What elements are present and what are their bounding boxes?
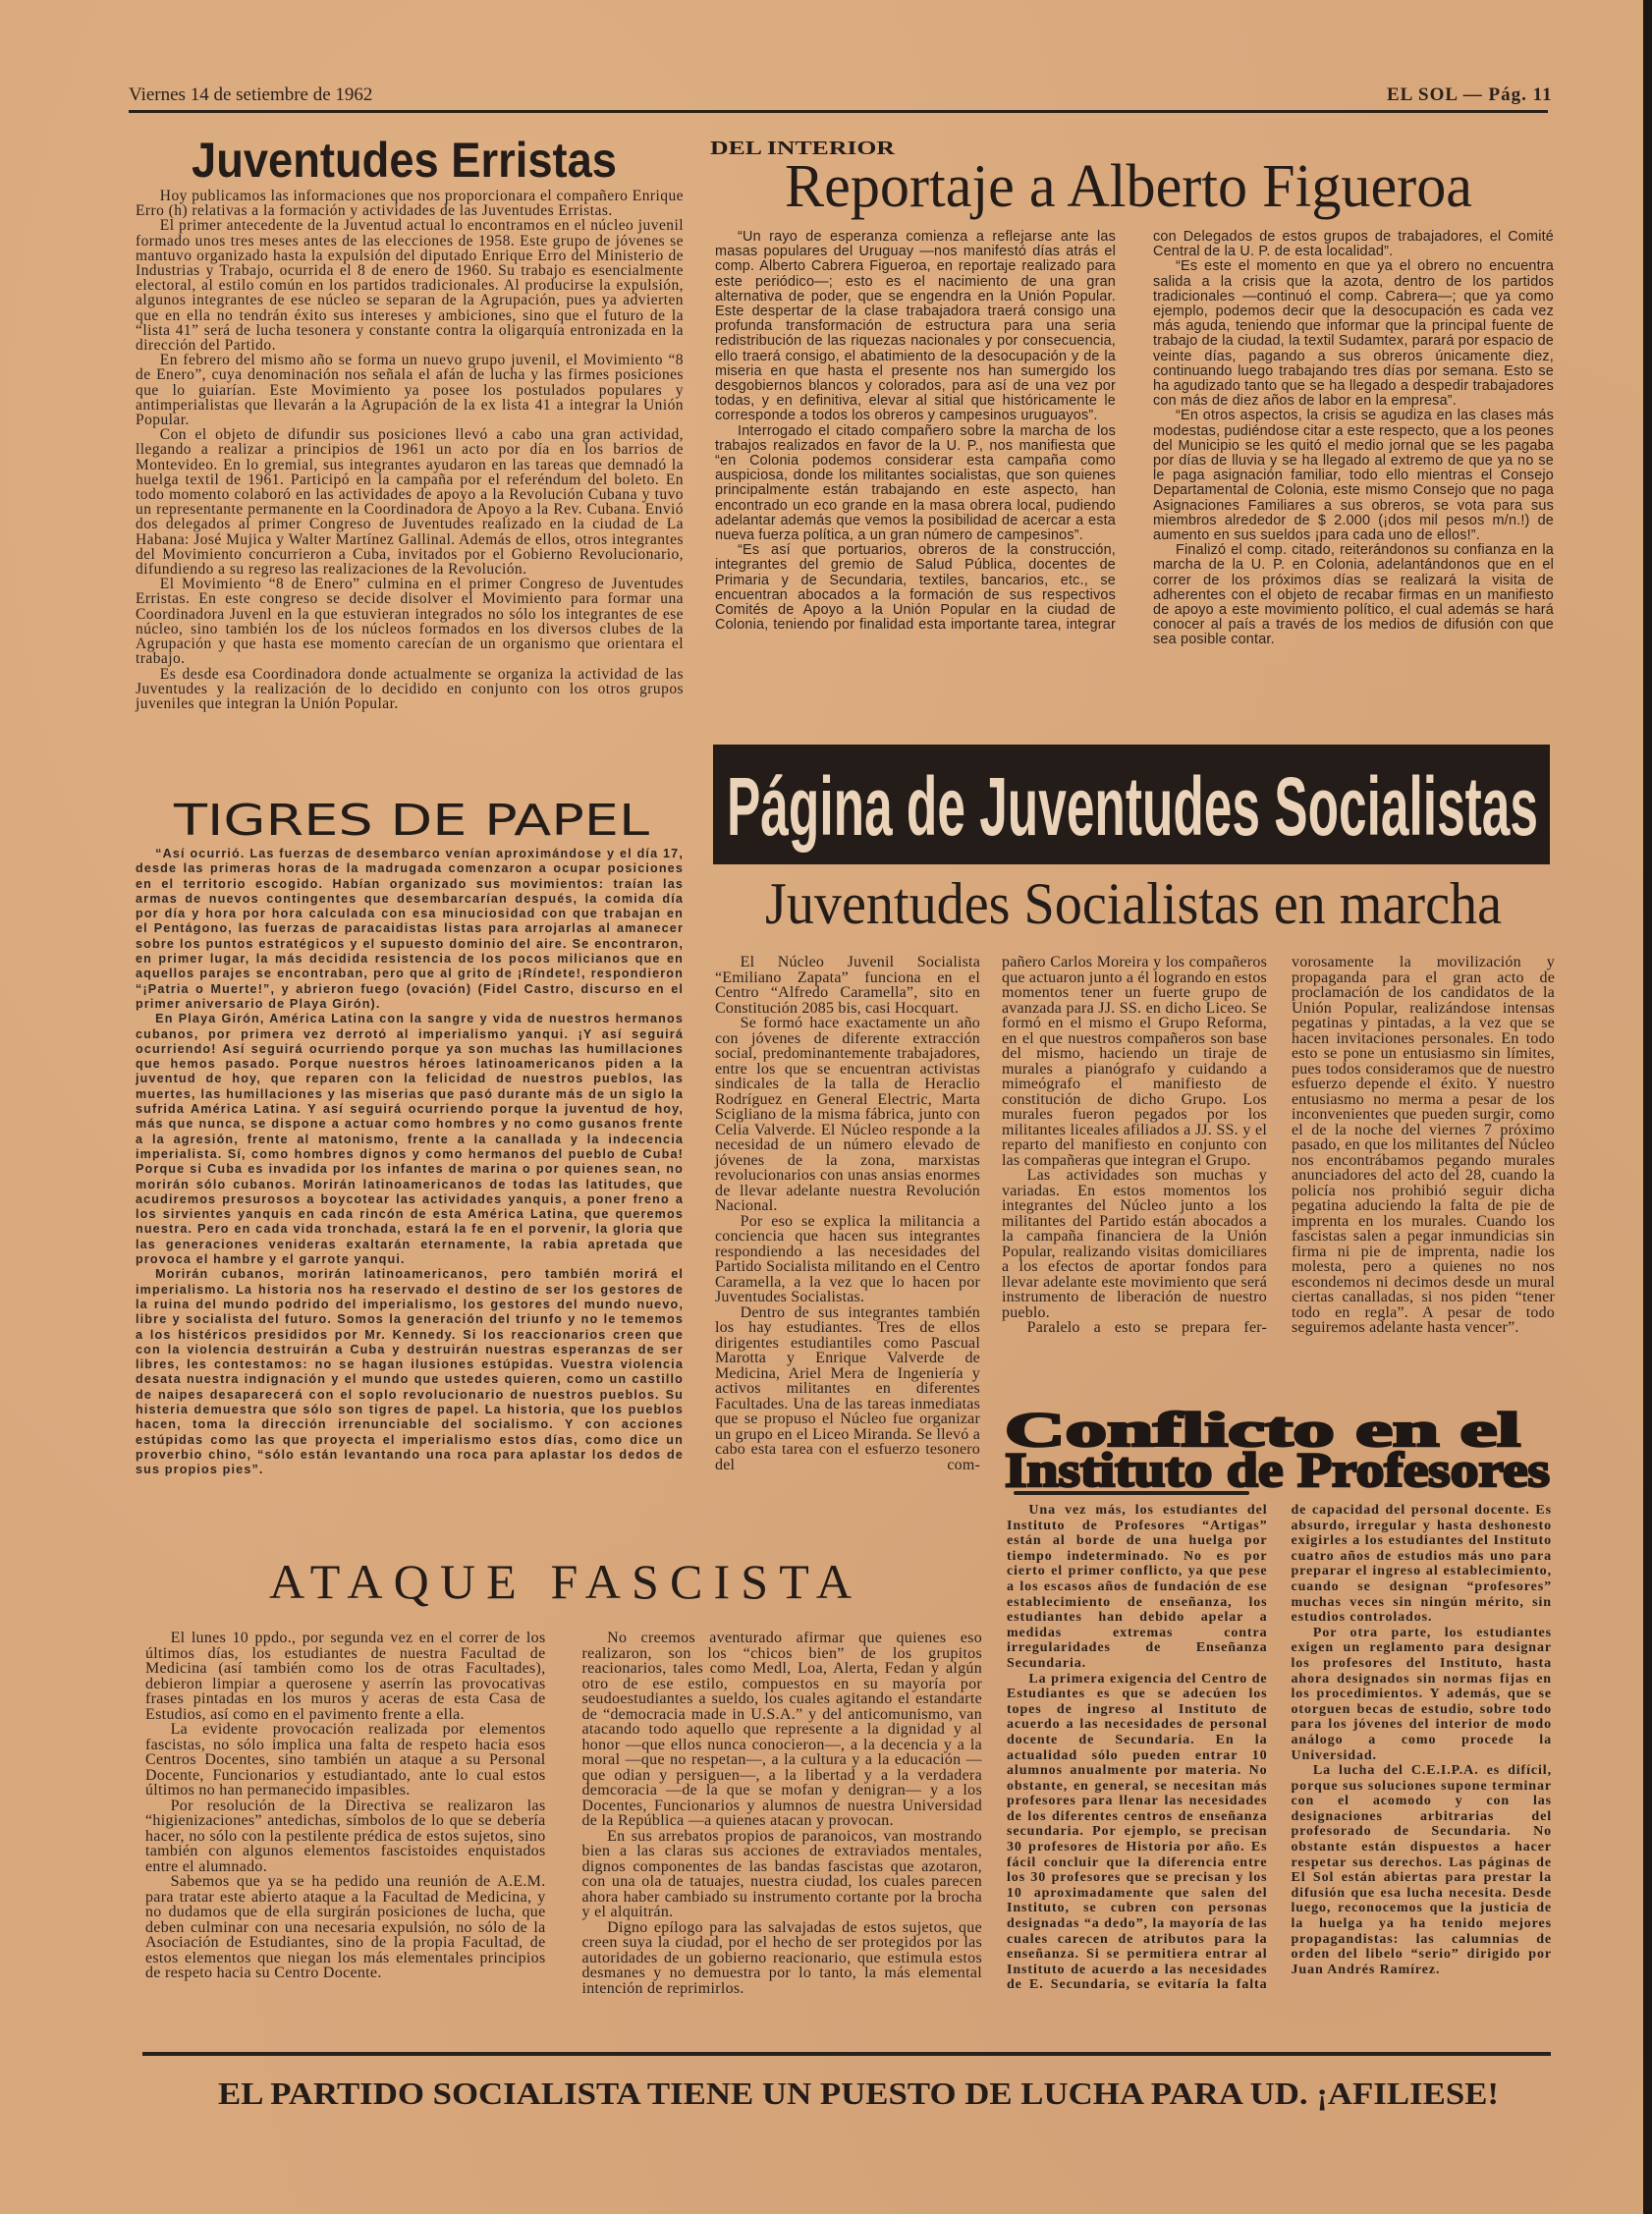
paragraph: Se formó hace exactamente un año con jóvenes de diferente extracción social, predominantemente trabajadores, entre los que se encuentran activistas sindicales de la talla de Heraclio Rodríguez en General Electric, Marta Scigliano de la misma fábrica, junto con Celia Valverde. El Núcleo responde a la necesidad de un número elevado de jóvenes de la zona, marxistas revolucionarios con unas ansias enormes de llevar adelante nuestra Revolución Nacional.	[715, 1015, 980, 1214]
banner-title: Página de Juventudes Socialistas	[727, 760, 1538, 853]
conflicto-body	[1007, 1503, 1552, 1993]
paragraph: En febrero del mismo año se forma un nuevo grupo juvenil, el Movimiento “8 de Enero”, cuya denominación nos señala el afán de lucha y las firmes posiciones que lo guiarían. Este Movimiento ya posee los postulados populares y antimperialistas que llevarán a la Agrupación de la ex lista 41 a integrar la Unión Popular.	[136, 352, 684, 429]
paragraph: Hoy publicamos las informaciones que nos proporcionara el compañero Enrique Erro (h) relativas a la formación y actividades de las Juventudes Erristas.	[136, 188, 684, 220]
paragraph: “Es así que portuarios, obreros de la construcción, integrantes del gremio de Salud Pública, docentes de Primaria y de Secundaria, textiles, bancarios, etc., se encuentran abocados a la formación de sus respectivos Comités de Apoyo a la Unión Popular en la ciudad de Colonia, teniendo por finalidad esta importante tarea, integrar con Delegados de estos grupos de trabajadores, el Comité Central de la U. P. de esta localidad”.	[715, 229, 1554, 634]
conflicto-title-line2: Instituto de Profesores	[1005, 1442, 1550, 1497]
paragraph: En sus arrebatos propios de paranoicos, van mostrando bien a las claras sus acciones de extraviados mentales, dignos componentes de las bandas fascistas que azotaron, con una ola de tatuajes, nuestra ciudad, los cuales parecen ahora haber cambiado su instrumento cortante por la brocha y el alquitrán.	[581, 1827, 982, 1920]
paragraph: Es desde esa Coordinadora donde actualmente se organiza la actividad de las Juventudes y la realización de lo decidido en conjunto con los otros grupos juveniles que integran la Unión Popular.	[136, 665, 684, 712]
ataque-body	[145, 1631, 982, 1996]
paragraph: Paralelo a esto se prepara fer-	[1026, 1319, 1267, 1336]
erristas-title: Juventudes Erristas	[192, 133, 617, 188]
paragraph: “Así ocurrió. Las fuerzas de desembarco venían aproximándose y el día 17, desde las primeras horas de la madrugada comenzaron a ocupar posiciones en el territorio escogido. Habían organizado sus movimientos: traían las armas de nuevos contingentes que desembarcarían después, la comida día por día y hora por hora calculada con esa minuciosidad con que trabajan en el Pentágono, las fuerzas de paracaidistas listas para arrojarlas al amanecer sobre los puntos estratégicos y el supuesto dominio del aire. Se encontraron, en primer lugar, la más decidida resistencia de los pocos milicianos que en aquellos parajes se encontraban, pero que al grito de ¡Ríndete!, respondieron “¡Patria o Muerte!”, y abrieron fuego (ovación) (Fidel Castro, discurso en el primer aniversario de Playa Girón).	[136, 847, 684, 1011]
paragraph: El Movimiento “8 de Enero” culmina en el primer Congreso de Juventudes Erristas. En este congreso se decide disolver el Movimiento para formar una Coordinadora Juvenl en la que estuvieran integrados no sólo los integrantes de ese núcleo, sino también los de los núcleos formados en los diversos clubes de la Agrupación y que hasta ese momento carecían de un organismo que orientara el trabajo.	[136, 576, 684, 668]
section-banner	[713, 745, 1550, 864]
conflicto-title-line1: Conflicto en el	[1005, 1402, 1521, 1457]
footer-slogan: EL PARTIDO SOCIALISTA TIENE UN PUESTO DE LUCHA PARA UD. ¡AFILIESE!	[218, 2076, 1499, 2111]
js-column-1	[715, 955, 980, 1472]
reportaje-title: Reportaje a Alberto Figueroa	[785, 153, 1472, 220]
paragraph: “Un rayo de esperanza comienza a reflejarse ante las masas populares del Uruguay —nos manifestó días atrás el comp. Alberto Cabrera Figueroa, en reportaje realizado para este periódico—; esto es el nacimiento de una gran alternativa de poder, que se engendra en la Unión Popular. Este despertar de la clase trabajadora traerá consigo una profunda transformación de estructura para una seria redistribución de las riquezas nacionales y por consecuencia, ello traerá consigo, el abatimiento de la desocupación y de la miseria en que hasta el presente nos han sumergido los desgobiernos blancos y colorados, para así de una vez por todas, y en definitiva, elevar al sitial que históricamente le corresponde a todos los obreros y campesinos uruguayos”.	[715, 229, 1116, 424]
section-label-del-interior: DEL INTERIOR	[710, 138, 896, 159]
erristas-body	[136, 189, 684, 711]
tigres-title: TIGRES DE PAPEL	[172, 796, 650, 846]
paragraph: Sabemos que ya se ha pedido una reunión de A.E.M. para tratar este abierto ataque a la Facultad de Medicina, y no dudamos que de ella surgirán posiciones de lucha, que deben culminar con una necesaria expulsión, no sólo de la Asociación de Estudiantes, sino de la propia Facultad, de estos elementos que niegan los más elementales principios de respeto hacia su Centro Docente.	[145, 1873, 546, 1981]
paragraph: Digno epílogo para las salvajadas de estos sujetos, que creen suya la ciudad, por el hecho de ser protegidos por las autoridades de un gobierno reacionario, que estimula estos desmanes y no demuestra por lo tanto, la más elemental intención de reprimirlos.	[581, 1918, 982, 1997]
paragraph: Por eso se explica la militancia a conciencia que hacen sus integrantes respondiendo a las necesidades del Partido Socialista militando en el Centro Caramella, a la vez que lo hacen por Juventudes Socialistas.	[715, 1212, 980, 1305]
page-number: EL SOL — Pág. 11	[1387, 84, 1553, 105]
paragraph: No creemos aventurado afirmar que quienes eso realizaron, son los “chicos bien” de los grupitos reacionarios, tales como Medl, Loa, Alerta, Fedan y algún otro de ese estilo, compuestos en su mayoría por seudoestudiantes a sueldo, los cuales agitando el estandarte de “democracia made in U.S.A.” y del anticomunismo, van atacando todo aquello que represente a la dignidad y al honor —que ellos nunca conocieron—, a la decencia y a la moral —que no respetan—, a la cultura y a la educación —que odian y persiguen—, a la libertad y a la verdadera demcoracia —de la que se mofan y denigran— y a los Docentes, Funcionarios y alumnos de nuestra Universidad de la República —a quienes atacan y provocan.	[581, 1630, 982, 1829]
footer-rule	[142, 2052, 1551, 2056]
js-title: Juventudes Socialistas en marcha	[765, 871, 1502, 936]
paragraph: vorosamente la movilización y propaganda para el gran acto de proclamación de los candidatos de la Unión Popular, realizándose intensas pegatinas y pintadas, a la vez que se hacen invitaciones personales. En todo esto se pone un entusiasmo sin límites, pues todos consideramos que de nuestro esfuerzo depende el éxito. Y nuestro entusiasmo no merma a pesar de los inconvenientes que pueden surgir, como el de la noche del viernes 7 próximo pasado, en que los militantes del Núcleo nos encontrábamos pegando murales anunciadores del acto del 28, cuando la policía nos prohibió seguir dicha pegatina aduciendo la falta de pie de imprenta en los murales. Cuando los fascistas salen a pegar inmundicias sin firma ni pie de imprenta, nadie los molesta, pero a quienes no nos escondemos ni decimos desde un mural ciertas canalladas, si nos piden “tener todo en regla”. A pesar de todo seguiremos adelante hasta vencer”.	[1292, 954, 1555, 1336]
paragraph: La primera exigencia del Centro de Estudiantes es que se adecúen los topes de ingreso al Instituto de acuerdo a las necesidades de personal docente de Secundaria. En la actualidad sólo pueden entrar 10 alumnos anualmente por materia. No obstante, en general, se necesitan más profesores para llenar las necesidades de los diferentes centros de enseñanza secundaria. Por ejemplo, se precisan 30 profesores de Historia por año. Es fácil concluir que la diferencia entre los 30 profesores que se precisan y los 10 aproximadamente que salen del Instituto, se cubren con personas designadas “a dedo”, la mayoría de las cuales carecen de atributos para la enseñanza. Si se permitiera entrar al Instituto de acuerdo a las necesidades de E. Secundaria, se evitaría la falta de capacidad del personal docente. Es absurdo, irregular y hasta deshonesto exigirles a los estudiantes del Instituto cuatro años de estudios más uno para preparar el ingreso al establecimiento, cuando se designan “profesores” muchas veces sin ningún mérito, sin estudios controlados.	[1007, 1503, 1552, 1993]
paragraph: Las actividades son muchas y variadas. En estos momentos los integrantes del Núcleo junto a los militantes del Partido están abocados a la campaña financiera de la Unión Popular, realizando visitas domiciliares a los efectos de aportar fondos para llevar adelante este movimiento que será instrumento de liberación de nuestro pueblo.	[1002, 1167, 1267, 1321]
tigres-body	[136, 847, 684, 1477]
paragraph: Morirán cubanos, morirán latinoamericanos, pero también morirá el imperialismo. La historia nos ha reservado el destino de ser los gestores de la ruina del mundo podrido del imperialismo, los gestores del mundo nuevo, libre y socialista del futuro. Somos la generación del triunfo y no le tememos a los histéricos presididos por Mr. Kennedy. Si los reaccionarios creen que con la violencia destruirán a Cuba y destruirán nuestras esperanzas de ser libres, les contestamos: no se hagan ilusiones estúpidas. Vuestra violencia desata nuestra indignación y el mundo que ustedes quieren, como un castillo de naipes desaparecerá con el soplo revolucionario de nuestros pueblos. Su histeria demuestra que sólo son tigres de papel. La historia, que los pueblos hacen, toma la dirección irrenunciable del socialismo. Y con acciones estúpidas como las que proyecta el imperialismo estos días, como dice un proverbio chino, “sólo están levantando una roca para aplastar los dedos de sus propios pies”.	[136, 1267, 684, 1477]
js-column-2	[1002, 955, 1267, 1336]
paragraph: “Es este el momento en que ya el obrero no encuentra salida a la crisis que la azota, dentro de los partidos tradicionales —continuó el comp. Cabrera—; que ya como ejemplo, podemos decir que la desocupación es cada vez más aguda, teniendo que informar que la principal fuente de trabajo de la ciudad, la textil Sudamtex, parará por espacio de veinte días, pagando a sus obreros únicamente diez, continuando luego trabajando tres días por semana. Esto se ha agudizado tanto que se ha llegado a despedir trabajadores con más de diez años de labor en la empresa”.	[1153, 258, 1554, 410]
header-rule	[129, 110, 1548, 113]
js-column-3	[1292, 955, 1555, 1336]
conflicto-underline	[1014, 1491, 1249, 1495]
paragraph: Por otra parte, los estudiantes exigen un reglamento para designar los profesores del Instituto, hasta ahora designados sin normas fijas en los procedimientos. Y además, que se otorguen becas de estudio, sobre todo para los jóvenes del interior de modo análogo a como procede la Universidad.	[1291, 1625, 1552, 1763]
paragraph: Dentro de sus integrantes también los hay estudiantes. Tres de ellos dirigentes estudiantiles como Pascual Marotta y Enrique Valverde de Medicina, Ariel Mera de Ingeniería y activos militantes en diferentes Facultades. Una de las tareas inmediatas que se propuso el Núcleo fue organizar un grupo en el Liceo Miranda. Se llevó a cabo esta tarea con el esfuerzo tesonero del com-	[715, 1303, 980, 1473]
paragraph: pañero Carlos Moreira y los compañeros que actuaron junto a él logrando en estos momentos tener un fuerte grupo de avanzada para JJ. SS. en dicho Liceo. Se formó en el mismo el Grupo Reforma, en el que nuestros compañeros son base del mismo, haciendo un tiraje de murales a pianógrafo y cuidando a mimeógrafo el manifiesto de constitución de dicho Grupo. Los murales fueron pegados por los militantes liceales afiliados a JJ. SS. y el reparto del manifiesto en conjunto con las compañeras que integran el Grupo.	[1002, 954, 1267, 1169]
paragraph: Por resolución de la Directiva se realizaron las “higienizaciones” antedichas, símbolos de lo que se debería hacer, no sólo con la pestilente prédica de estos sujetos, sino también con algunos elementos fascistoides enquistados entre el alumnado.	[145, 1797, 546, 1875]
paragraph: El primer antecedente de la Juventud actual lo encontramos en el núcleo juvenil formado unos tres meses antes de las elecciones de 1958. Este grupo de jóvenes se mantuvo organizado hasta la expulsión del diputado Enrique Erro del Ministerio de Industrias y Trabajo, ocurrida el 8 de enero de 1960. Su trabajo es esencialmente electoral, al estilo común en los partidos tradicionales. Al producirse la expulsión, algunos integrantes de ese núcleo se separan de la Agrupación, pues ya advierten que en ella no tendrán éxito sus intereses y ambiciones, sino que el futuro de la “lista 41” será de lucha tesonera y constante contra la oligarquía entronizada en la dirección del Partido.	[136, 217, 684, 355]
issue-date: Viernes 14 de setiembre de 1962	[129, 84, 373, 105]
paragraph: La lucha del C.E.I.P.A. es difícil, porque sus soluciones supone terminar con el acomodo y con las designaciones arbitrarias del profesorado de Secundaria. No obstante están dispuestos a hacer respetar sus derechos. Las páginas de El Sol están abiertas para prestar la difusión que esa lucha necesita. Desde luego, reconocemos que la justicia de la huelga ya ha tenido mejores propagandistas: las calumnias de orden del libelo “serio” dirigido por Juan Andrés Ramírez.	[1291, 1763, 1552, 1977]
paragraph: El Núcleo Juvenil Socialista “Emiliano Zapata” funciona en el Centro “Alfredo Caramella”, sito en Constitución 2085 bis, casi Hocquart.	[715, 954, 980, 1017]
paragraph: La evidente provocación realizada por elementos fascistas, no sólo implica una falta de respeto hacia esos Centros Docentes, sino también un ataque a su Personal Docente, Funcionarios y estudiantado, ante lo cual estos últimos no han permanecido impasibles.	[145, 1721, 546, 1799]
paragraph: El lunes 10 ppdo., por segunda vez en el correr de los últimos días, los estudiantes de nuestra Facultad de Medicina (así también como los de otras Facultades), debieron limpiar a querosene y aserrín las provocativas frases pintadas en los muros y aceras de esta Casa de Estudios, así como en el pavimento frente a ella.	[145, 1630, 546, 1723]
scan-edge	[1643, 0, 1652, 2214]
paragraph: Una vez más, los estudiantes del Instituto de Profesores “Artigas” están al borde de una huelga por tiempo indeterminado. No es por cierto el primer conflicto, ya que pese a los escasos años de fundación de ese establecimiento de enseñanza, los estudiantes han debido apelar a medidas extremas contra irregularidades de Enseñanza Secundaria.	[1007, 1503, 1268, 1671]
paragraph: Con el objeto de difundir sus posiciones llevó a cabo una gran actividad, llegando a realizar a principios de 1961 un acto por día en los barrios de Montevideo. En lo gremial, sus integrantes ayudaron en las tareas que demnadó la huelga textil de 1961. Participó en la campaña por el referéndum del boleto. En todo momento colaboró en las actividades de apoyo a la Revolución Cubana y tuvo un representante permanente en la Coordinadora de Apoyo a la Rev. Cubana. Envió dos delegados al primer Congreso de Juventudes realizado en la ciudad de La Habana: José Mujica y Walter Martínez Gallinal. Además de ellos, otros integrantes del Movimiento concurrieron a Cuba, invitados por el Gobierno Revolucionario, difundiendo a su regreso las realizaciones de la Revolución.	[136, 426, 684, 579]
ataque-title: ATAQUE FASCISTA	[269, 1554, 852, 1609]
paragraph: Interrogado el citado compañero sobre la marcha de los trabajos realizados en favor de la U. P., nos manifiesta que “en Colonia podemos considerar esta campaña como auspiciosa, donde los militantes socialistas, que son quienes principalmente están trabajando en este aspecto, han encontrado un eco grande en la masa obrera local, pudiendo adelantar además que vemos la posibilidad de acercar a esta nueva fuerza política, a un gran número de campesinos”.	[715, 422, 1116, 544]
paragraph: En Playa Girón, América Latina con la sangre y vida de nuestros hermanos cubanos, por primera vez derrotó al imperialismo yanqui. ¡Y así seguirá ocurriendo! Así seguirá ocurriendo porque ya son muchas las humillaciones que hemos pasado. Porque nuestros héroes latinoamericanos piden a la juventud de hoy, que reparen con la felicidad de nuestros pueblos, las muertes, las humillaciones y las miserias que pasó durante más de un siglo la sufrida América Latina. Y así seguirá ocurriendo porque la juventud de hoy, más que nunca, se dispone a actuar como hombres y no como gusanos frente a la agresión, frente al matonismo, frente a la canallada y la indecencia imperialista. Sí, como hombres dignos y como hermanos del pueblo de Cuba! Porque si Cuba es invadida por los infantes de marina o por quienes sean, no morirán sólo cubanos. Morirán latinoamericanos de todas las latitudes, que acudiremos presurosos a boycotear las actividades yanquis, a poner freno a los sirvientes yanquis en cada rincón de esta América Latina, que queremos nuestra. Pero en cada vida tronchada, estará la fe en el porvenir, la gloria que las generaciones venideras exaltarán eternamente, la rabia apretada que provoca el hambre y el garrote yanqui.	[136, 1012, 684, 1267]
paragraph: “En otros aspectos, la crisis se agudiza en las clases más modestas, pudiéndose citar a este respecto, que a los peones del Municipio se les quitó el medio jornal que se les pagaba por días de lluvia y se ha llegado al extremo de que ya no se le paga asignación familiar, todo ello mientras el Consejo Departamental de Colonia, este mismo Consejo que no paga Asignaciones Familiares a sus obreros, se vota para sus miembros alrededor de $ 2.000 (¡dos mil pesos m/n.!) de aumento en sus sueldos ¡para cada uno de ellos!”.	[1153, 408, 1554, 544]
paragraph: Finalizó el comp. citado, reiterándonos su confianza en la marcha de la U. P. en Colonia, adelantándonos que en el correr de los próximos días se realizará la visita de adherentes con el objeto de recabar firmas en un manifiesto de apoyo a este movimiento político, el cual además se hará conocer al país a través de los medios de difusión con que sea posible contar.	[1153, 542, 1554, 648]
reportaje-body	[715, 230, 1554, 648]
